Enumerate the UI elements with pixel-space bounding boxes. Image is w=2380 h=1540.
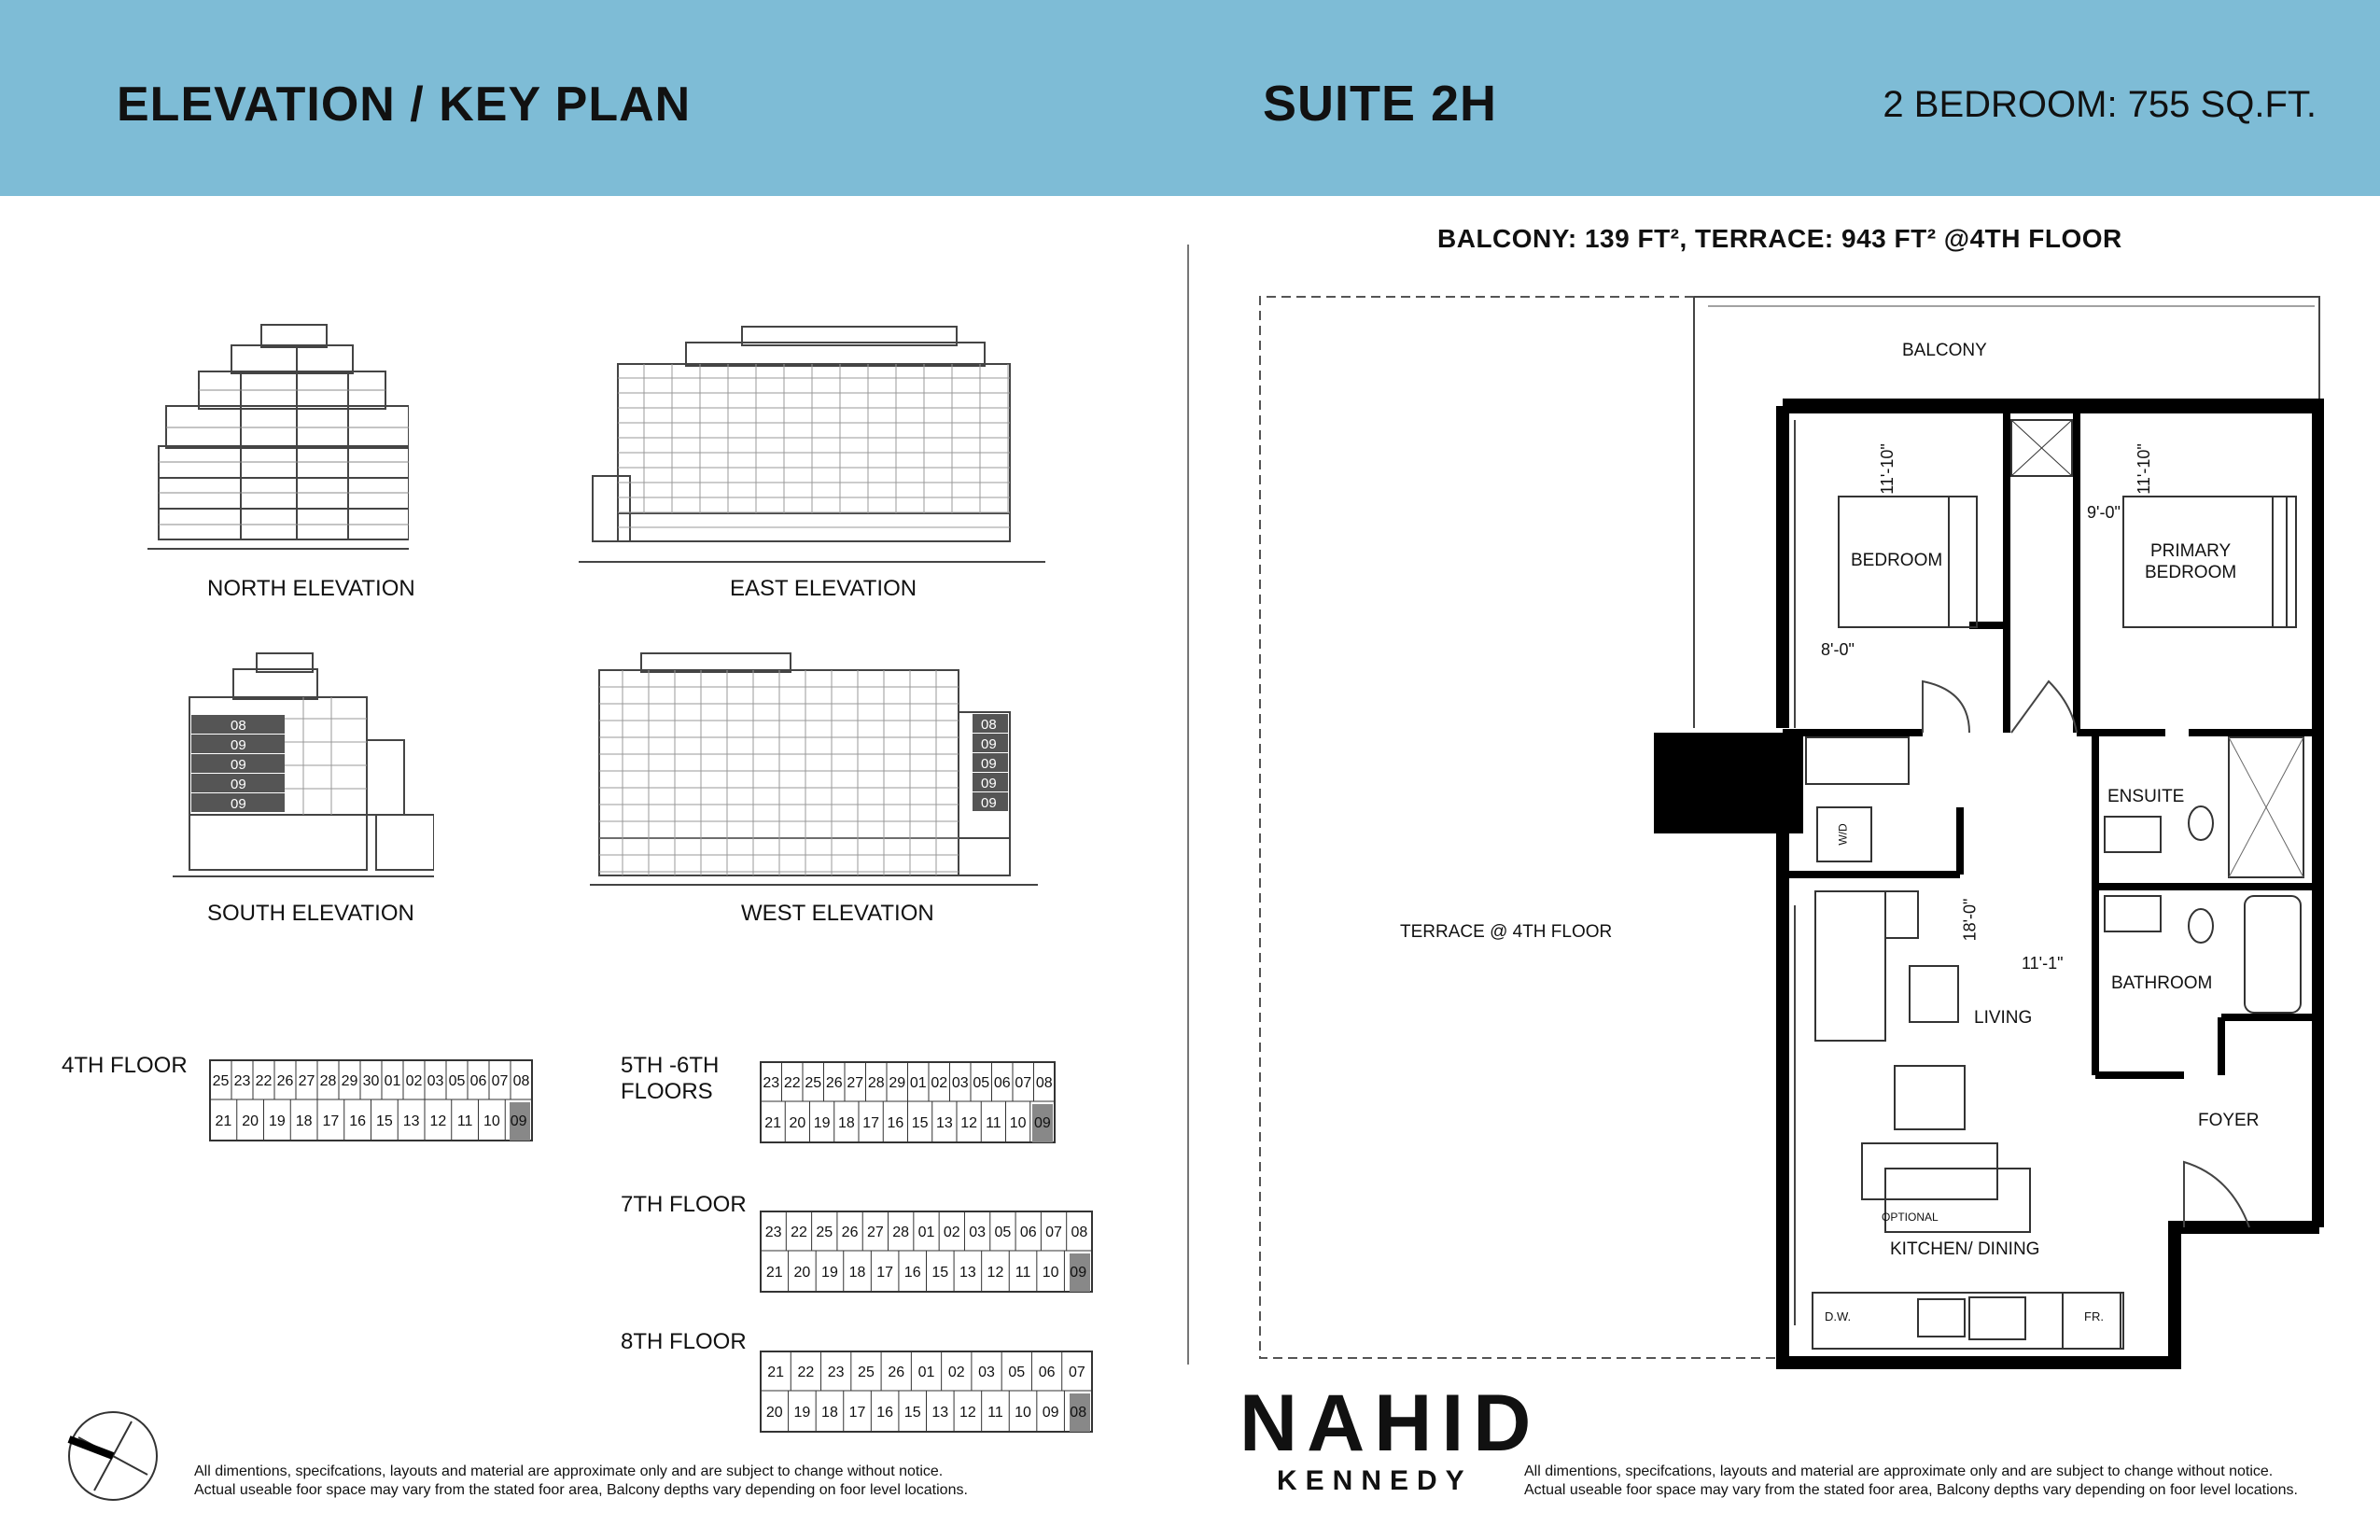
fourth-floor-unit-top-5: 28: [319, 1073, 337, 1089]
dim-primary-width: 9'-0": [2087, 503, 2121, 522]
fourth-floor-unit-bottom-10: 10: [483, 1113, 500, 1129]
fifth-sixth-floor-label-2: FLOORS: [621, 1079, 713, 1104]
eighth-floor-unit-top-0: 21: [767, 1365, 785, 1380]
west-unit-marks: [973, 714, 1008, 811]
seventh-floor-keyplan: [733, 1195, 1134, 1311]
west-elevation-drawing: [590, 651, 1038, 889]
east-elevation-label: EAST ELEVATION: [730, 576, 917, 601]
fourth-floor-label: 4TH FLOOR: [62, 1053, 188, 1078]
fifth-sixth-floor-unit-bottom-4: 17: [862, 1115, 880, 1131]
seventh-floor-unit-bottom-7: 13: [959, 1265, 976, 1281]
seventh-floor-label: 7TH FLOOR: [621, 1192, 747, 1217]
fifth-sixth-floor-keyplan: [733, 1045, 1097, 1171]
eighth-floor-unit-top-1: 22: [797, 1365, 815, 1380]
eighth-floor-unit-top-4: 26: [888, 1365, 905, 1380]
fourth-floor-unit-bottom-11: 09: [510, 1113, 527, 1129]
seventh-floor-unit-top-0: 23: [764, 1225, 782, 1240]
fifth-sixth-floor-unit-bottom-7: 13: [935, 1115, 953, 1131]
fifth-sixth-floor-unit-top-7: 01: [909, 1075, 927, 1091]
north-elevation-label: NORTH ELEVATION: [207, 576, 415, 601]
fifth-sixth-floor-label-1: 5TH -6TH: [621, 1053, 720, 1078]
fifth-sixth-floor-unit-top-0: 23: [763, 1075, 780, 1091]
suite-floor-plan: [1251, 289, 2324, 1381]
fifth-sixth-floor-unit-top-12: 07: [1015, 1075, 1032, 1091]
south-mark-4: 09: [231, 777, 246, 792]
west-elevation-label: WEST ELEVATION: [741, 901, 934, 926]
fifth-sixth-floor-unit-top-3: 26: [825, 1075, 843, 1091]
fourth-floor-unit-bottom-2: 19: [268, 1113, 286, 1129]
fourth-floor-keyplan: [182, 1043, 574, 1169]
fifth-sixth-floor-unit-bottom-5: 16: [887, 1115, 904, 1131]
fourth-floor-unit-bottom-4: 17: [322, 1113, 340, 1129]
seventh-floor-unit-bottom-9: 11: [1015, 1265, 1031, 1281]
seventh-floor-unit-top-6: 01: [917, 1225, 935, 1240]
seventh-floor-unit-bottom-3: 18: [848, 1265, 866, 1281]
fridge-label: FR.: [2084, 1309, 2104, 1323]
fourth-floor-unit-bottom-1: 20: [242, 1113, 259, 1129]
fifth-sixth-floor-unit-bottom-3: 18: [837, 1115, 855, 1131]
fourth-floor-unit-top-11: 05: [448, 1073, 466, 1089]
fifth-sixth-floor-unit-bottom-6: 15: [911, 1115, 929, 1131]
fifth-sixth-floor-unit-bottom-11: 09: [1033, 1115, 1051, 1131]
ensuite-label: ENSUITE: [2107, 787, 2185, 806]
fourth-floor-unit-bottom-0: 21: [215, 1113, 232, 1129]
seventh-floor-unit-bottom-0: 21: [765, 1265, 783, 1281]
seventh-floor-unit-bottom-10: 10: [1042, 1265, 1059, 1281]
fifth-sixth-floor-unit-top-6: 29: [889, 1075, 906, 1091]
seventh-floor-unit-top-8: 03: [969, 1225, 987, 1240]
fourth-floor-unit-bottom-7: 13: [402, 1113, 420, 1129]
seventh-floor-unit-top-1: 22: [791, 1225, 807, 1240]
dw-label: D.W.: [1825, 1309, 1852, 1323]
kitchen-label: KITCHEN/ DINING: [1890, 1239, 2040, 1259]
fifth-sixth-floor-unit-top-13: 08: [1035, 1075, 1053, 1091]
fourth-floor-unit-top-12: 06: [469, 1073, 487, 1089]
eighth-floor-unit-bottom-2: 18: [821, 1405, 838, 1421]
eighth-floor-unit-top-7: 03: [978, 1365, 995, 1380]
bathroom-label: BATHROOM: [2111, 973, 2213, 993]
seventh-floor-unit-bottom-11: 09: [1070, 1265, 1087, 1281]
fourth-floor-unit-top-7: 30: [362, 1073, 380, 1089]
fifth-sixth-floor-unit-top-10: 05: [973, 1075, 990, 1091]
fifth-sixth-floor-unit-top-11: 06: [993, 1075, 1011, 1091]
balcony-terrace-subtitle: BALCONY: 139 FT², TERRACE: 943 FT² @4TH FLOOR: [1437, 224, 2122, 253]
west-mark-4: 09: [981, 776, 997, 791]
fifth-sixth-floor-unit-bottom-0: 21: [764, 1115, 782, 1131]
seventh-floor-unit-top-4: 27: [866, 1225, 884, 1240]
dim-primary-depth: 11'-10": [2134, 443, 2153, 495]
eighth-floor-unit-bottom-6: 13: [931, 1405, 949, 1421]
seventh-floor-unit-top-11: 07: [1045, 1225, 1062, 1240]
fourth-floor-unit-bottom-8: 12: [429, 1113, 447, 1129]
seventh-floor-unit-top-12: 08: [1071, 1225, 1088, 1240]
dim-living-width: 11'-1": [2022, 954, 2064, 973]
primary-bedroom-label-1: PRIMARY: [2150, 541, 2232, 561]
fifth-sixth-floor-unit-bottom-10: 10: [1009, 1115, 1027, 1131]
seventh-floor-unit-top-3: 26: [841, 1225, 859, 1240]
fifth-sixth-floor-unit-top-5: 28: [867, 1075, 885, 1091]
terrace-label: TERRACE @ 4TH FLOOR: [1400, 922, 1613, 942]
eighth-floor-unit-bottom-9: 10: [1015, 1405, 1031, 1421]
fifth-sixth-floor-unit-bottom-9: 11: [986, 1115, 1001, 1131]
eighth-floor-unit-top-6: 02: [947, 1365, 965, 1380]
east-elevation-drawing: [579, 322, 1045, 565]
seventh-floor-unit-bottom-6: 15: [931, 1265, 949, 1281]
fourth-floor-unit-top-0: 25: [212, 1073, 230, 1089]
south-unit-marks: [191, 715, 285, 812]
fourth-floor-unit-top-2: 22: [255, 1073, 273, 1089]
south-elevation-drawing: [173, 649, 434, 882]
seventh-floor-unit-bottom-8: 12: [987, 1265, 1004, 1281]
fourth-floor-unit-bottom-6: 15: [375, 1113, 393, 1129]
eighth-floor-unit-bottom-8: 11: [987, 1405, 1003, 1421]
fourth-floor-unit-bottom-5: 16: [349, 1113, 367, 1129]
fourth-floor-unit-top-14: 08: [512, 1073, 530, 1089]
fifth-sixth-floor-unit-bottom-8: 12: [960, 1115, 978, 1131]
fifth-sixth-floor-unit-bottom-2: 19: [813, 1115, 831, 1131]
west-mark-5: 09: [981, 795, 997, 811]
seventh-floor-unit-bottom-4: 17: [876, 1265, 894, 1281]
fourth-floor-unit-top-8: 01: [384, 1073, 401, 1089]
right-disclaimer-line1: All dimentions, specifcations, layouts and material are approximate only and are subject to change without notice.: [1524, 1463, 2274, 1479]
north-elevation-drawing: [147, 317, 409, 560]
fourth-floor-unit-top-3: 26: [276, 1073, 294, 1089]
unit-info: 2 BEDROOM: 755 SQ.FT.: [1883, 84, 2317, 125]
fourth-floor-unit-bottom-9: 11: [456, 1113, 473, 1129]
north-compass-icon: [62, 1405, 164, 1507]
eighth-floor-unit-top-2: 23: [827, 1365, 845, 1380]
fifth-sixth-floor-unit-top-9: 03: [951, 1075, 969, 1091]
dim-living-depth: 18'-0": [1960, 898, 1980, 942]
fourth-floor-unit-top-1: 23: [233, 1073, 251, 1089]
west-mark-1: 08: [981, 717, 997, 733]
eighth-floor-unit-bottom-7: 12: [959, 1405, 976, 1421]
bedroom-label: BEDROOM: [1851, 551, 1943, 570]
seventh-floor-unit-top-5: 28: [892, 1225, 910, 1240]
left-disclaimer-line2: Actual useable foor space may vary from the stated foor area, Balcony depths vary depending on foor level locations.: [194, 1482, 968, 1498]
eighth-floor-unit-bottom-3: 17: [848, 1405, 866, 1421]
fifth-sixth-floor-unit-bottom-1: 20: [789, 1115, 806, 1131]
fourth-floor-unit-top-4: 27: [298, 1073, 315, 1089]
eighth-floor-unit-bottom-10: 09: [1042, 1405, 1059, 1421]
south-mark-3: 09: [231, 757, 246, 773]
living-label: LIVING: [1974, 1008, 2033, 1028]
page-divider: [1187, 245, 1189, 1365]
west-mark-2: 09: [981, 736, 997, 752]
wd-label: W/D: [1836, 823, 1850, 846]
eighth-floor-unit-bottom-5: 15: [903, 1405, 921, 1421]
seventh-floor-unit-top-2: 25: [816, 1225, 833, 1240]
dim-bedroom-depth: 11'-10": [1877, 443, 1897, 495]
seventh-floor-unit-top-10: 06: [1019, 1225, 1037, 1240]
foyer-label: FOYER: [2198, 1111, 2260, 1130]
south-mark-5: 09: [231, 796, 246, 812]
page-title: ELEVATION / KEY PLAN: [117, 77, 692, 132]
fifth-sixth-floor-unit-top-8: 02: [931, 1075, 948, 1091]
eighth-floor-unit-bottom-11: 08: [1070, 1405, 1087, 1421]
balcony-label: BALCONY: [1902, 341, 1987, 360]
fifth-sixth-floor-unit-top-4: 27: [847, 1075, 864, 1091]
fourth-floor-unit-top-6: 29: [341, 1073, 358, 1089]
fifth-sixth-floor-unit-top-2: 25: [805, 1075, 822, 1091]
right-disclaimer-line2: Actual useable foor space may vary from the stated foor area, Balcony depths vary depending on foor level locations.: [1524, 1482, 2298, 1498]
brand-logo-name: NAHID: [1239, 1379, 1541, 1468]
eighth-floor-label: 8TH FLOOR: [621, 1329, 747, 1354]
fourth-floor-unit-top-13: 07: [491, 1073, 509, 1089]
fourth-floor-unit-top-9: 02: [405, 1073, 423, 1089]
south-elevation-label: SOUTH ELEVATION: [207, 901, 414, 926]
eighth-floor-unit-bottom-0: 20: [765, 1405, 783, 1421]
south-mark-2: 09: [231, 737, 246, 753]
seventh-floor-unit-top-7: 02: [943, 1225, 960, 1240]
seventh-floor-unit-bottom-2: 19: [821, 1265, 838, 1281]
seventh-floor-unit-top-9: 05: [994, 1225, 1012, 1240]
eighth-floor-unit-top-10: 07: [1068, 1365, 1085, 1380]
eighth-floor-unit-top-9: 06: [1038, 1365, 1056, 1380]
eighth-floor-unit-top-8: 05: [1008, 1365, 1026, 1380]
eighth-floor-unit-bottom-4: 16: [876, 1405, 894, 1421]
primary-bedroom-label-2: BEDROOM: [2145, 563, 2237, 582]
header-bar: [0, 0, 2380, 196]
eighth-floor-unit-bottom-1: 19: [793, 1405, 811, 1421]
seventh-floor-unit-bottom-1: 20: [793, 1265, 811, 1281]
seventh-floor-unit-bottom-5: 16: [903, 1265, 921, 1281]
fourth-floor-unit-bottom-3: 18: [295, 1113, 313, 1129]
eighth-floor-unit-top-5: 01: [917, 1365, 935, 1380]
brand-logo-sub: KENNEDY: [1277, 1465, 1473, 1496]
fourth-floor-unit-top-10: 03: [427, 1073, 444, 1089]
south-mark-1: 08: [231, 718, 246, 734]
eighth-floor-unit-top-3: 25: [858, 1365, 875, 1380]
fifth-sixth-floor-unit-top-1: 22: [783, 1075, 801, 1091]
optional-label: OPTIONAL: [1882, 1211, 1939, 1224]
eighth-floor-keyplan: [733, 1335, 1134, 1451]
left-disclaimer-line1: All dimentions, specifcations, layouts and material are approximate only and are subject to change without notice.: [194, 1463, 944, 1479]
west-mark-3: 09: [981, 756, 997, 772]
dim-bedroom-width: 8'-0": [1821, 640, 1855, 659]
suite-title: SUITE 2H: [1263, 76, 1498, 132]
